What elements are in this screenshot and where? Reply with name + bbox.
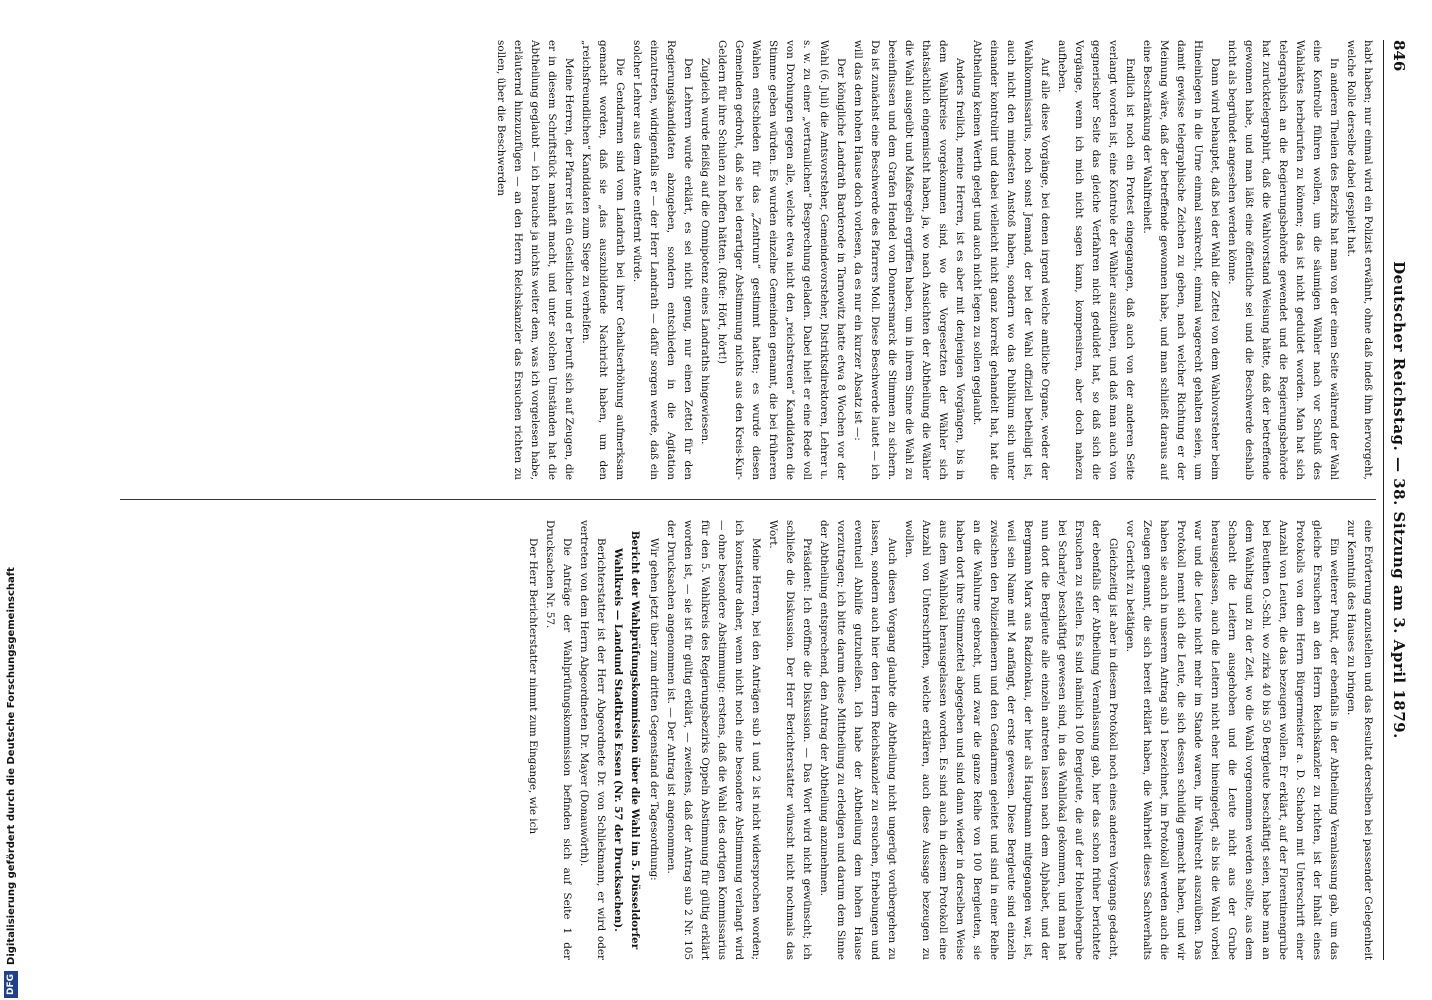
quoted-paragraph: Die Gendarmen sind vom Landrath bei ihrer Gehaltserhöhung aufmerksam gemacht worden, daß sie „das auszubildende Nachricht haben, um den „reichsfreundlichen“ Kandidaten zum Siege zu verhelfen.: [580, 40, 626, 480]
paragraph: Endlich ist noch ein Protest eingegangen, daß auch von der anderen Seite verlangt worden ist, eine Kontrole der Wähler auszuüben, und daß man auch von gegnerischer Seite das gleiche Verfahren nicht geduldet hat, so daß sich die Vorgänge, wenn ich mich nicht sagen kann, kompensiren, aber doch nahezu aufheben.: [1056, 40, 1136, 480]
paragraph: Meine Herren, bei den Anträgen sub 1 und 2 ist nicht widersprochen worden; ich konstatire daher, wenn nicht noch eine besondere Abstimmung verlangt wird — ohne besondere Abstimmung: erstens, daß die Wahl des dortigen Kommissarius für den 5. Wahlkreis des Regierungsbezirks Oppeln Abstimmung für gültig erklärt worden ist, — sie ist für gültig erklärt, — zweitens, daß der Antrag sub 2 Nr. 105 der Drucksachen angenommen ist. — Der Antrag ist angenommen.: [665, 520, 762, 960]
paragraph: In anderen Theilen des Bezirks hat man von der einen Seite während der Wahl eine Kontrolle führen wollen, um die säumigen Wähler nach vor Schluß des Wahlaktes herbeirufen zu können; das ist nicht geduldet worden. Man hat sich telegraphisch an die Regierungsbehörde gewendet und die Regierungsbehörde hat zurücktelegraphirt, daß die Wahlvorstand Weisung hätte, daß der betreffende gewonnen habe, und man läßt eine öffentliche sei und die Beschwerde deshalb nicht als begründet angesehen werden könne.: [1226, 40, 1340, 480]
page-header: [1384, 40, 1410, 960]
paragraph: Anders freilich, meine Herren, ist es aber mit denjenigen Vorgängen, bis in dem Wahlkreise vorgekommen sind, wo die Vorgesetzten der Wähler sich thatsächlich eingemischt haben, ja, wo nach Ansichten der Abtheilung die Wähler die Wahl ausgeübt und Maßregeln ergriffen haben, um in ihrem Sinne die Wahl zu beeinflussen und dem Grafen Hendel von Donnersmarck die Stimmen zu sichern. Da ist zunächst eine Beschwerde des Pfarrers Moll. Diese Beschwerde lautet — ich will das dem hohen Hause doch vorlesen, da es nur ein kurzer Absatz ist —:: [852, 40, 966, 480]
credit-text: Digitalisierung gefördert durch die Deutsche Forschungsgemeinschaft: [6, 567, 17, 965]
quoted-paragraph: Den Lehrern wurde erklärt, es sei nicht genug, nur einen Zettel für den Regierungskandidaten abzugeben, sondern entschieden in die Agitation einzutreten, widrigenfalls er — der Herr Landrath — dafür sorgen werde, daß ein solcher Lehrer aus dem Amte entfernt würde.: [631, 40, 694, 480]
paragraph: habt haben; nur einmal wird ein Polizist erwähnt, ohne daß indeß ihm hervorgeht, welche Rolle derselbe dabei gespielt hat.: [1345, 40, 1374, 480]
paragraph: Der Herr Berichterstatter nimmt zum Eingange, wie ich: [527, 538, 539, 835]
dfg-logo-icon: DFG: [4, 971, 18, 998]
paragraph: Wir gehen jetzt über zum dritten Gegenstand der Tagesordnung:: [648, 538, 660, 881]
header-rule: [1383, 40, 1384, 960]
quoted-paragraph: Zugleich wurde fleißig auf die Omnipotenz eines Landraths hingewiesen.: [699, 58, 711, 445]
paragraph: Dann wird behauptet, daß bei der Wahl die Zettel von dem Wahlvorsteher beim Hineinlegen in die Urne einmal senkrecht, einmal wagerecht gehalten seien, um damit gewisse telegraphische Zeichen zu geben, nach welcher Richtung er der Meinung wäre, daß der betreffende gewonnen habe, und man schließt daraus auf eine Beschränkung der Wahlfreiheit.: [1141, 40, 1221, 480]
quoted-paragraph: Der königliche Landrath Barderode in Tarnowitz hatte etwa 8 Wochen vor der Wahl (6. Juli) die Amtsvorsteher, Gemeindevorsteher, Distriktsdirektoren, Lehrer u. s. w. zu einer „vertraulichen“ Besprechung geladen. Dabei hielt er eine Rede voll von Drohungen gegen alle, welche etwa nicht den „reichstreuen“ Kandidaten die Stimme geben würden. Es wurden einzelne Gemeinden genannt, die bei früheren Wahlen entschieden für das „Zentrum“ gestimmt hatten; es wurde diesen Gemeinden gedroht, daß sie bei derartiger Abstimmung nichts aus den Kreis-Kur-Geldern für ihre Schulen zu hoffen hätten. (Rufe: Hört, hört!): [716, 40, 847, 480]
page-title: Deutscher Reichstag. — 38. Sitzung am 3. April 1879.: [1390, 261, 1408, 739]
text-column-left: [120, 40, 1376, 480]
paragraph: Gleichzeitig ist aber in diesem Protokoll noch eines anderen Vorgangs gedacht, der ebenfalls der Abtheilung Veranlassung gab, hier das schon früher berichtete Ersuchen zu stellen. Es sind nämlich 100 Bergleute, die auf der Hohenlohegrube bei Scharley beschäftigt gewesen sind, in das Wahllokal gekommen, und man hat nun dort die Bergleute alle einzeln antreten lassen nach dem Alphabet, und der Bergmann Marx aus Radzionkau, der hier als Hauptmann mitgegangen war, ist, weil sein Name mit M anfängt, der erste gewesen. Diese Bergleute sind einzeln zwischen den Polizeidienern und den Gendarmen geleitet und sind in einer Reihe an die Wahlurne gebracht, und zwar die ganze Reihe von 100 Bergleuten, sie haben dort ihre Stimmzettel abgegeben und sind dann wieder in derselben Weise aus dem Wahllokal herausgelassen worden. Es sind auch in diesem Protokoll eine Anzahl von Unterschriften, welche erklären, auch diese Aussage bezeugen zu wollen.: [903, 520, 1119, 960]
paragraph: Auf alle diese Vorgänge, bei denen irgend welche amtliche Organe, weder der Wahlkommissarius, noch sonst Jemand, der bei der Wahl offiziell betheiligt ist, auch nicht den mindesten Anstoß haben, sondern wo das Publikum sich unter einander kontrolirt und dabei vielleicht nicht ganz korrekt gehandelt hat, hat die Abtheilung keinen Werth gelegt und auch nicht legen zu sollen geglaubt.: [971, 40, 1051, 480]
page-number: 846: [1390, 40, 1408, 72]
agenda-item-heading: Bericht der Wahlprüfungskommission über die Wahl im 5. Düsseldorfer Wahlkreis — Landund Stadtkreis Essen (Nr. 57 der Drucksachen).: [612, 530, 641, 950]
paragraph: Die Anträge der Wahlprüfungskommission befinden sich auf Seite 1 der Drucksachen Nr. 57.: [544, 520, 573, 960]
paragraph: eine Erörterung anzustellen und das Resultat derselben bei passender Gelegenheit zur Kenntniß des Hauses zu bringen.: [1345, 520, 1374, 960]
paragraph: Ein weiterer Punkt, der ebenfalls in der Abtheilung Veranlassung gab, um das gleiche Ersuchen an den Herrn Reichskanzler zu richten, ist der Inhalt eines Protokolls von dem Herrn Bürgermeister a. D. Schabon mit Unterschrift einer Anzahl von Leuten, die das bezeugen wollen. Er erklärt, auf der Florentinengrube bei Beuthen O.-Schl. wo zirka 40 bis 50 Bergleute beschäftigt seien, habe man an dem Wahltag und zu der Zeit, wo die Wahl vorgenommen werden sollte, aus dem Schacht die Leitern ausgehoben und die Leute nicht aus der Grube herausgelassen, auch die Leitern nicht eher hineingelegt, als bis die Wahl vorbei war und die Leute nicht mehr im Stande waren, ihr Wahlrecht auszuüben. Das Protokoll nennt sich die Leute, die sich dessen schuldig gemacht haben, und wir haben sie auch in unserem Antrag sub 1 bezeichnet, im Protokoll werden auch die Zeugen genannt, die sich bereit erklärt haben, die Wahrheit dieses Sachverhalts vor Gericht zu betätigen.: [1124, 520, 1340, 960]
president-speech: Präsident: Ich eröffne die Diskussion. — Das Wort wird nicht gewünscht; ich schließe die Diskussion. Der Herr Berichterstatter wünscht nicht nochmals das Wort.: [767, 520, 813, 960]
column-divider: [120, 499, 1376, 500]
paragraph: Meine Herren, der Pfarrer ist ein Geistlicher und er beruft sich auf Zeugen, die er in diesem Schriftstück namhaft macht, und unter solchen Umständen hat die Abtheilung geglaubt — ich brauche ja nichts weiter dem, was ich vorgelesen habe, erläuternd hinzuzufügen — an den Herrn Reichskanzler das Ersuchen richten zu sollen, über die Beschwerden: [495, 40, 575, 480]
paragraph: Auch diesen Vorgang glaubte die Abtheilung nicht ungerügt vorübergehen zu lassen, sondern auch hier den Herrn Reichskanzler zu ersuchen, Erhebungen und eventuell Abhilfe gutzuheißen. Ich habe der Abtheilung dem hohen Hause vorzutragen; ich bitte darum diese Mittheilung zu erledigen und darum dem Sinne der Abtheilung entsprechend, den Antrag der Abtheilung anzunehmen.: [818, 520, 898, 960]
digitization-credit: [2, 0, 22, 1000]
text-column-right: [120, 520, 1376, 960]
paragraph: Berichterstatter ist der Herr Abgeordnete Dr. von Schliekmann, er wird oder vertreten von dem Herrn Abgeordneten Dr. Mayer (Donauwörth).: [578, 520, 607, 960]
